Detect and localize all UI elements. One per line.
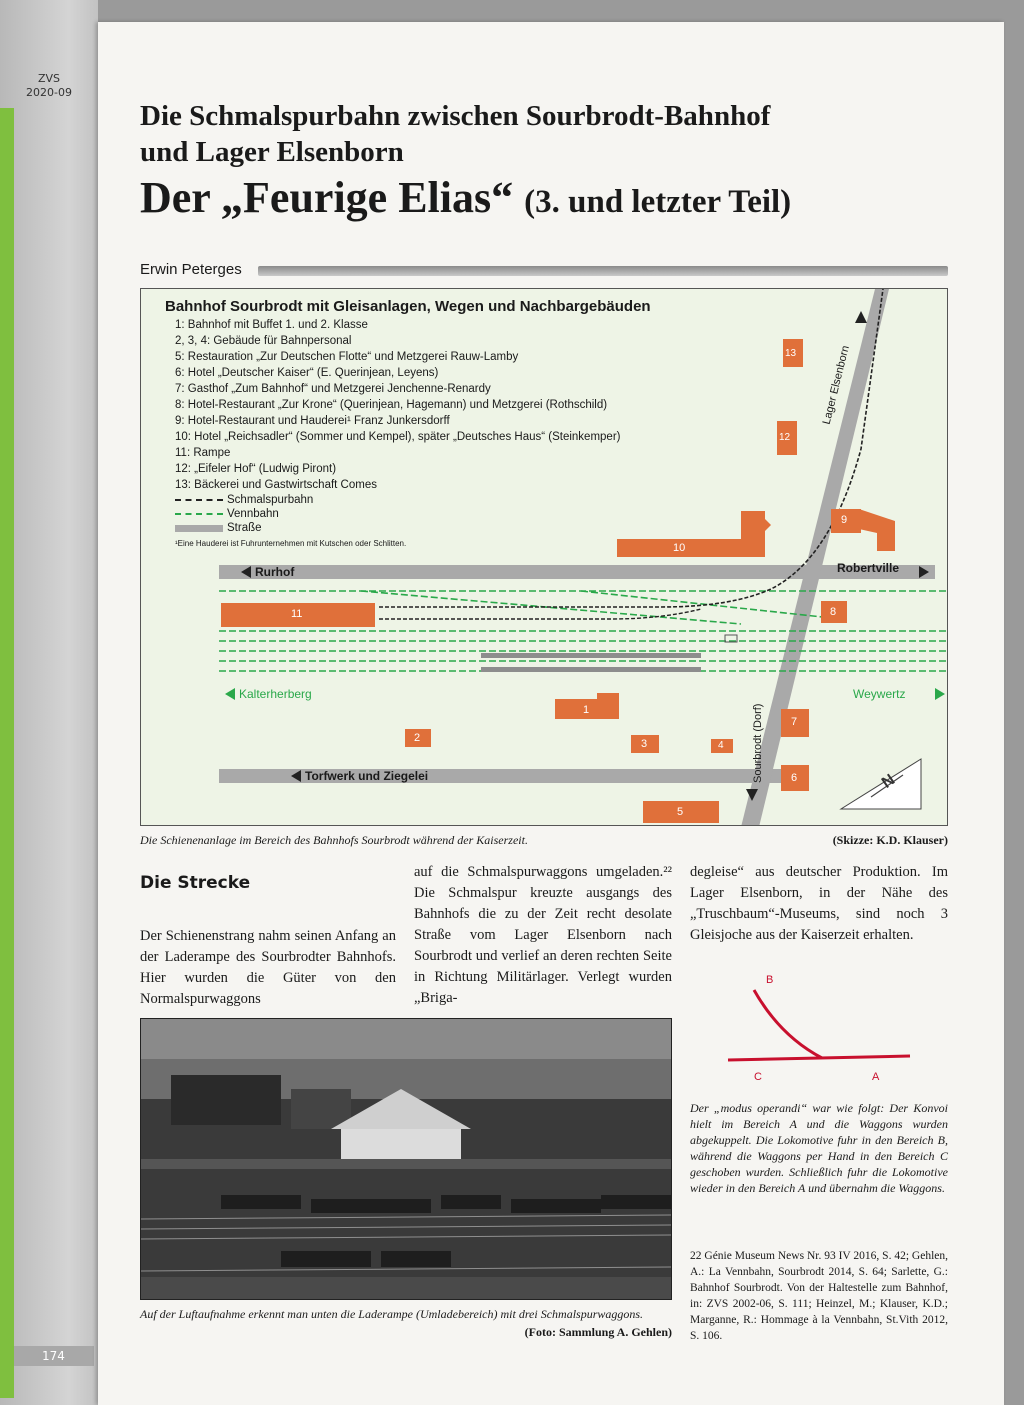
legend-item-10: 12: „Eifeler Hof“ (Ludwig Piront) — [175, 463, 337, 475]
building-label-7: 7 — [791, 716, 798, 728]
title-suffix: (3. und letzter Teil) — [524, 184, 792, 220]
sketch-label-c: C — [754, 1071, 762, 1083]
building-label-1: 1 — [583, 704, 590, 716]
building-label-9: 9 — [841, 514, 848, 526]
sketch-caption: Der „modus operandi“ war wie folgt: Der Konvoi hielt im Bereich A und die Waggons wurden abgekuppelt. Die Lokomotive fuhr in den Bereich B, während die Waggons per Hand in den Bereich C geschoben wurden. Schließlich fuhr die Lokomotive wieder in den Bereich A und übernahm die Waggons. — [690, 1101, 948, 1195]
sketch-label-b: B — [766, 974, 774, 986]
switch-sketch — [710, 966, 950, 1106]
legend-item-8: 10: Hotel „Reichsadler“ (Sommer und Kempel), später „Deutsches Haus“ (Steinkemper) — [175, 431, 621, 443]
label-rurhof: Rurhof — [255, 565, 295, 579]
issue-line-1: ZVS — [37, 72, 61, 85]
label-robertville: Robertville — [837, 561, 900, 575]
building-label-3: 3 — [641, 738, 648, 750]
label-torfwerk: Torfwerk und Ziegelei — [305, 769, 429, 783]
map-legend — [165, 297, 651, 550]
road-rurhof-robertville — [219, 565, 935, 579]
article-kicker — [140, 98, 900, 170]
building-label-2: 2 — [414, 732, 421, 744]
footnote-22: 22 Génie Museum News Nr. 93 IV 2016, S. 42; Gehlen, A.: La Vennbahn, Sourbrodt 2014, S. 64; Sarlette, G.: Bahnhof Sourbrodt. Von der Haltestelle zum Bahnhof, in: ZVS 2002-06, S. 111; Heinzel, M.; Klauser, K.D.; Marganne, R.: Hommage à la Vennbahn, St.Vith 2012, S. 106. — [690, 1250, 948, 1342]
north-label: N — [878, 771, 899, 792]
magazine-page — [98, 22, 1004, 1405]
building-label-5: 5 — [677, 806, 684, 818]
column-3-text: degleise“ aus deutscher Produktion. Im Lager Elsenborn, in der Nähe des „Truschbaum“-Museums, sind noch 3 Gleisjoche aus der Kaiserzeit erhalten. — [690, 864, 948, 943]
aerial-photo — [140, 1018, 672, 1300]
legend-item-1: 1: Bahnhof mit Buffet 1. und 2. Klasse — [175, 319, 368, 331]
key-swatch-venn — [175, 513, 223, 515]
sketch-label-a: A — [872, 1071, 880, 1083]
column-2-text: auf die Schmalspurwaggons umgeladen.²² Die Schmalspur kreuzte ausgangs des Bahnhofs die zu der Zeit recht desolate Straße vom Lager Elsenborn nach Sourbrodt und verlief an deren rechten Seite in Richtung Militärlager. Verlegt wurden „Briga- — [414, 864, 672, 1006]
legend-footnote: ¹Eine Hauderei ist Fuhrunternehmen mit Kutschen oder Schlitten. — [175, 539, 407, 548]
building-9-b — [859, 509, 895, 551]
legend-item-9: 11: Rampe — [175, 447, 231, 459]
photo-credit: (Foto: Sammlung A. Gehlen) — [524, 1325, 672, 1339]
map-title: Bahnhof Sourbrodt mit Gleisanlagen, Wegen und Nachbargebäuden — [165, 298, 651, 315]
label-sourbrodt-dorf: Sourbrodt (Dorf) — [752, 703, 764, 783]
title-main: Der „Feurige Elias“ — [140, 173, 514, 222]
key-label-road: Straße — [227, 522, 262, 534]
building-label-8: 8 — [830, 606, 837, 618]
aerial-photo-drawing — [141, 1019, 672, 1300]
legend-key-venn — [165, 507, 651, 521]
platform-2 — [481, 667, 701, 672]
legend-key-narrow — [165, 493, 651, 507]
key-label-narrow: Schmalspurbahn — [227, 494, 314, 506]
author-name: Erwin Peterges — [140, 261, 242, 278]
arrow-kalterherberg — [225, 688, 235, 700]
key-swatch-road — [175, 525, 223, 532]
author-rule — [258, 266, 948, 276]
legend-item-4: 6: Hotel „Deutscher Kaiser“ (E. Querinjean, Leyens) — [175, 367, 439, 379]
margin-color-bar — [0, 108, 14, 1398]
building-label-10: 10 — [673, 542, 686, 554]
section-heading: Die Strecke — [140, 873, 251, 893]
building-label-4: 4 — [718, 740, 724, 751]
station-map — [140, 288, 948, 826]
legend-item-3: 5: Restauration „Zur Deutschen Flotte“ und Metzgerei Rauw-Lamby — [175, 351, 519, 363]
label-lager-elsenborn: Lager Elsenborn — [820, 344, 852, 426]
kicker-line-2: und Lager Elsenborn — [140, 136, 404, 168]
building-label-11: 11 — [291, 608, 303, 620]
label-kalterherberg: Kalterherberg — [239, 687, 312, 701]
label-weywertz: Weywertz — [853, 687, 906, 701]
north-indicator — [841, 759, 921, 809]
narrow-gauge-siding — [379, 609, 701, 619]
legend-item-6: 8: Hotel-Restaurant „Zur Krone“ (Querinjean, Hagemann) und Metzgerei (Rothschild) — [175, 399, 608, 411]
column-1-text: Der Schienenstrang nahm seinen Anfang an der Laderampe des Sourbrodter Bahnhofs. Hier wurden die Güter von den Normalspurwaggons — [140, 928, 396, 1007]
page-margin — [0, 0, 98, 1405]
photo-caption: Auf der Luftaufnahme erkennt man unten die Laderampe (Umladebereich) mit drei Schmalspurwaggons. — [140, 1307, 644, 1321]
arrow-weywertz — [935, 688, 945, 700]
kicker-line-1: Die Schmalspurbahn zwischen Sourbrodt-Bahnhof — [140, 100, 771, 132]
building-label-12: 12 — [779, 432, 791, 443]
legend-key-road — [165, 521, 651, 535]
legend-item-11: 13: Bäckerei und Gastwirtschaft Comes — [175, 479, 377, 491]
map-credit: (Skizze: K.D. Klauser) — [832, 833, 948, 847]
legend-item-5: 7: Gasthof „Zum Bahnhof“ und Metzgerei Jenchenne-Renardy — [175, 383, 491, 395]
article-title — [140, 172, 940, 228]
platform-1 — [481, 653, 701, 658]
key-swatch-narrow — [175, 499, 223, 501]
issue-label — [18, 72, 80, 100]
map-caption: Die Schienenanlage im Bereich des Bahnhofs Sourbrodt während der Kaiserzeit. — [140, 833, 528, 847]
key-label-venn: Vennbahn — [227, 508, 279, 520]
page-number: 174 — [14, 1346, 94, 1366]
building-label-6: 6 — [791, 772, 798, 784]
issue-line-2: 2020-09 — [26, 86, 72, 99]
building-label-13: 13 — [785, 348, 797, 359]
legend-item-7: 9: Hotel-Restaurant und Hauderei¹ Franz Junkersdorff — [175, 415, 450, 427]
legend-item-2: 2, 3, 4: Gebäude für Bahnpersonal — [175, 335, 352, 347]
